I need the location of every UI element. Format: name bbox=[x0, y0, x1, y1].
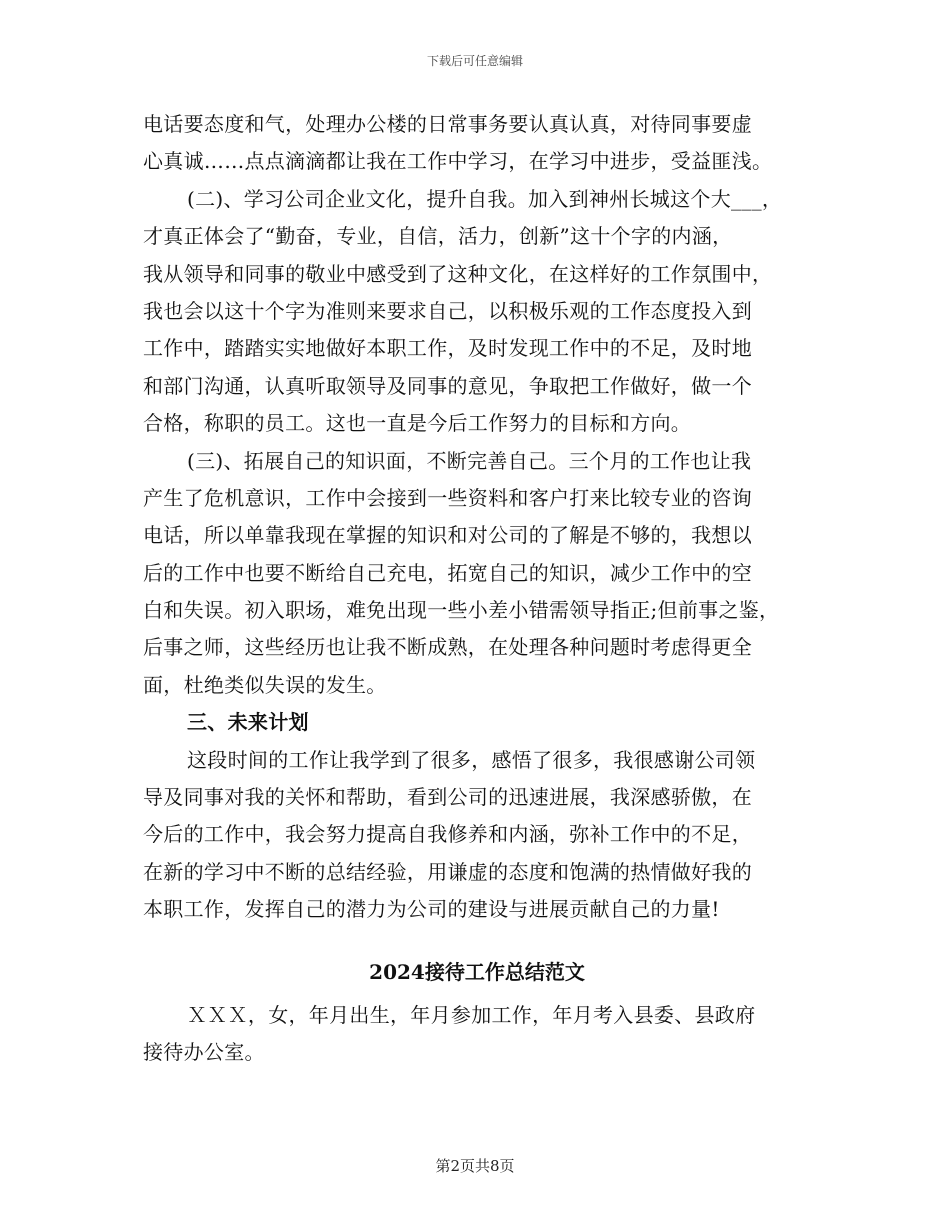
page-header: 下载后可任意编辑 bbox=[426, 54, 523, 68]
text-line: (二)、学习公司企业文化，提升自我。加入到神州长城这个大___， bbox=[187, 186, 783, 211]
text-line: 和部门沟通，认真听取领导及同事的意见，争取把工作做好，做一个 bbox=[143, 373, 752, 398]
text-line: ＸＸＸ，女，年月出生，年月参加工作，年月考入县委、县政府 bbox=[187, 1002, 756, 1027]
text-line: 产生了危机意识，工作中会接到一些资料和客户打来比较专业的咨询 bbox=[143, 485, 752, 510]
article-reception-summary bbox=[143, 951, 815, 1072]
paragraph-continuation bbox=[143, 106, 815, 181]
text-line: 在新的学习中不断的总结经验，用谦虚的态度和饱满的热情做好我的 bbox=[143, 859, 752, 884]
page-number: 第2页共8页 bbox=[435, 1157, 515, 1175]
text-line: 后事之师，这些经历也让我不断成熟，在处理各种问题时考虑得更全 bbox=[143, 635, 752, 660]
article-title: 2024接待工作总结范文 bbox=[369, 959, 585, 984]
text-line: 面，杜绝类似失误的发生。 bbox=[143, 672, 387, 697]
text-line: 本职工作，发挥自己的潜力为公司的建设与进展贡献自己的力量! bbox=[143, 897, 720, 922]
text-line: 导及同事对我的关怀和帮助，看到公司的迅速进展，我深感骄傲，在 bbox=[143, 785, 752, 810]
text-line: 后的工作中也要不断给自己充电，拓宽自己的知识，减少工作中的空 bbox=[143, 560, 752, 585]
section-heading: 三、未来计划 bbox=[187, 710, 309, 735]
paragraph-point-three bbox=[143, 443, 815, 705]
text-line: (三)、拓展自己的知识面，不断完善自己。三个月的工作也让我 bbox=[187, 448, 752, 473]
text-line: 白和失误。初入职场，难免出现一些小差小错需领导指正;但前事之鉴， bbox=[143, 598, 780, 623]
text-line: 这段时间的工作让我学到了很多，感悟了很多，我很感谢公司领 bbox=[187, 747, 756, 772]
spacer bbox=[143, 929, 815, 951]
section-future-plan bbox=[143, 704, 815, 928]
text-line: 心真诚……点点滴滴都让我在工作中学习，在学习中进步，受益匪浅。 bbox=[143, 149, 773, 174]
text-line: 工作中，踏踏实实地做好本职工作，及时发现工作中的不足，及时地 bbox=[143, 336, 752, 361]
paragraph-point-two bbox=[143, 181, 815, 443]
text-line: 合格，称职的员工。这也一直是今后工作努力的目标和方向。 bbox=[143, 411, 692, 436]
text-line: 电话，所以单靠我现在掌握的知识和对公司的了解是不够的，我想以 bbox=[143, 523, 752, 548]
text-line: 才真正体会了“勤奋，专业，自信，活力，创新”这十个字的内涵， bbox=[143, 224, 733, 249]
document-body bbox=[143, 106, 815, 1071]
text-line: 今后的工作中，我会努力提高自我修养和内涵，弥补工作中的不足， bbox=[143, 822, 752, 847]
text-line: 我从领导和同事的敬业中感受到了这种文化，在这样好的工作氛围中， bbox=[143, 261, 773, 286]
text-line: 我也会以这十个字为准则来要求自己，以积极乐观的工作态度投入到 bbox=[143, 298, 752, 323]
text-line: 接待办公室。 bbox=[143, 1039, 265, 1064]
text-line: 电话要态度和气，处理办公楼的日常事务要认真认真，对待同事要虚 bbox=[143, 112, 752, 136]
